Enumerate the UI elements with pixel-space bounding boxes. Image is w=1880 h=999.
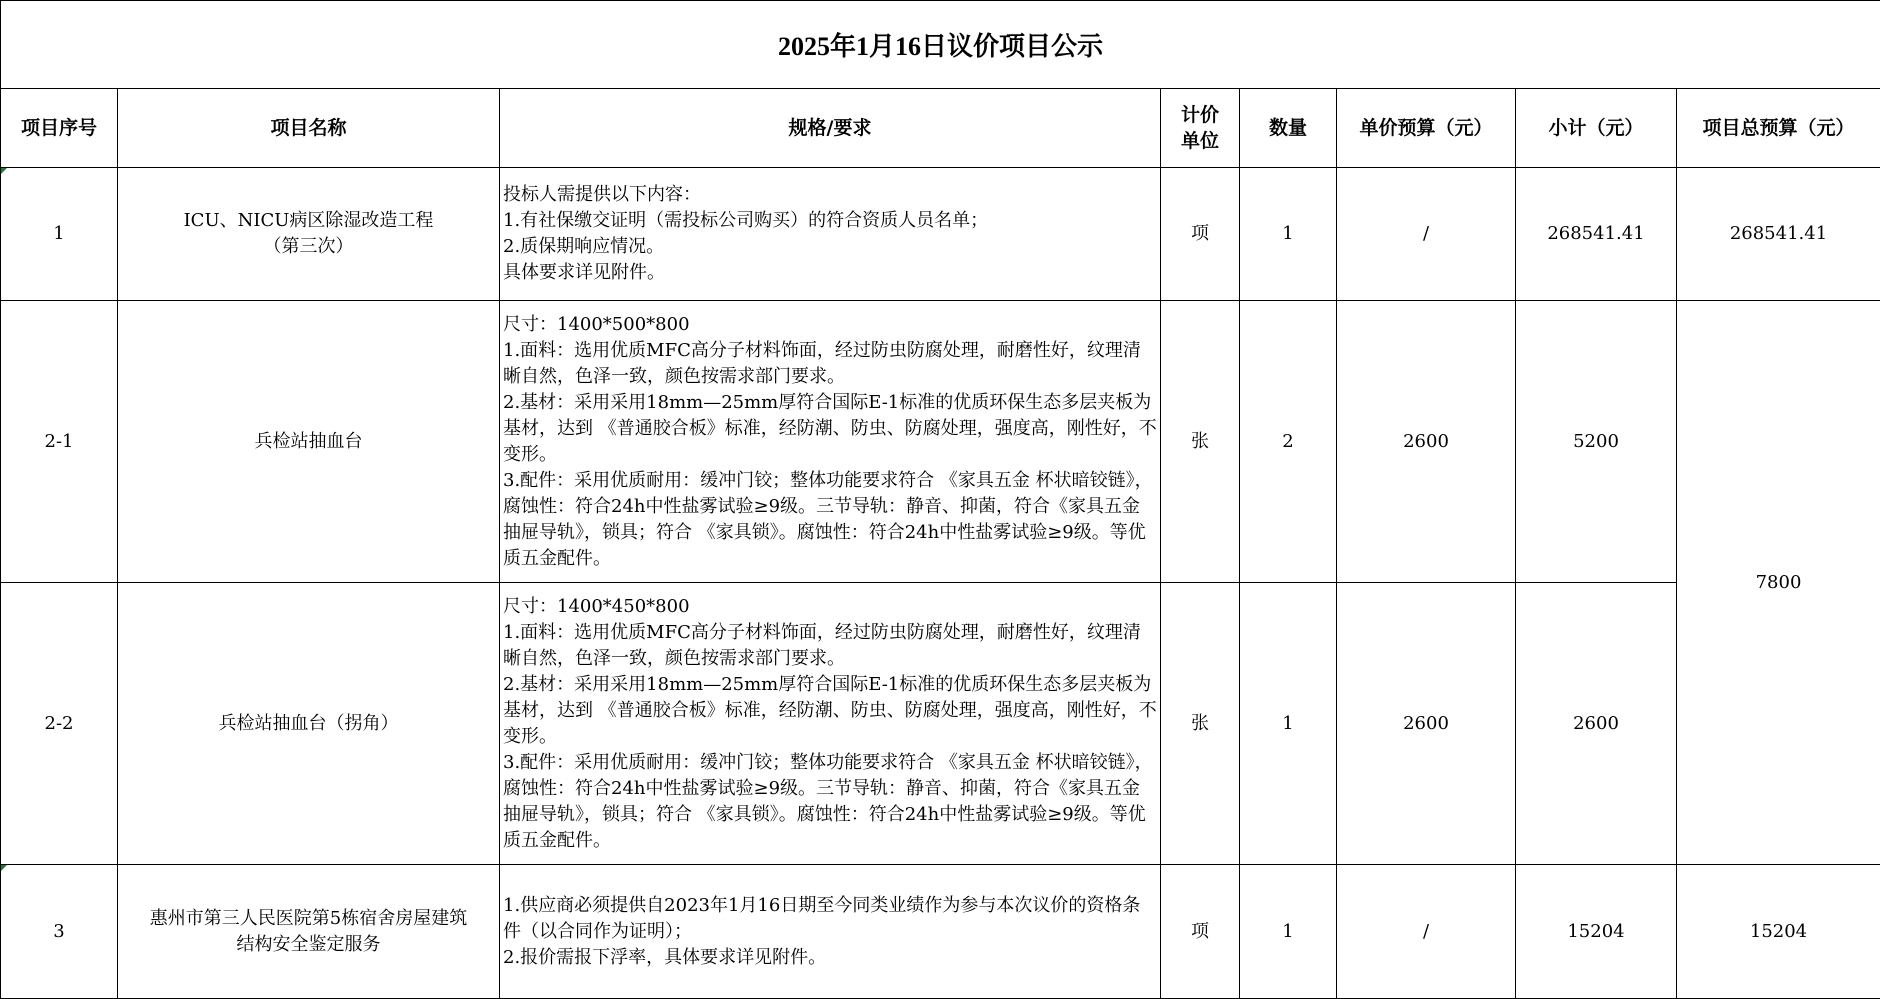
row-name-line: 惠州市第三人民医院第5栋宿舍房屋建筑 xyxy=(121,906,496,932)
spec-line: 尺寸：1400*500*800 xyxy=(503,312,1157,338)
header-spec: 规格/要求 xyxy=(500,89,1161,168)
row-unit-price: 2600 xyxy=(1337,583,1516,865)
row-subtotal: 268541.41 xyxy=(1516,168,1677,301)
spec-line: 1.有社保缴交证明（需投标公司购买）的符合资质人员名单； xyxy=(503,208,1157,234)
row-qty: 2 xyxy=(1240,301,1337,583)
spec-line: 1.面料：选用优质MFC高分子材料饰面，经过防虫防腐处理，耐磨性好，纹理清晰自然，色泽一致，颜色按需求部门要求。 xyxy=(503,338,1157,390)
header-name: 项目名称 xyxy=(118,89,500,168)
header-unit-line1: 计价 xyxy=(1164,102,1236,128)
header-unit-price: 单价预算（元） xyxy=(1337,89,1516,168)
row-name: 兵检站抽血台（拐角） xyxy=(118,583,500,865)
row-name xyxy=(118,865,500,999)
row-total: 268541.41 xyxy=(1677,168,1880,301)
spec-line: 3.配件：采用优质耐用：缓冲门铰；整体功能要求符合 《家具五金 杯状暗铰链》，腐蚀性：符合24h中性盐雾试验≥9级。三节导轨：静音、抑菌，符合《家具五金抽屉导轨》，锁具；符合 《家具锁》。腐蚀性：符合24h中性盐雾试验≥9级。等优质五金配件。 xyxy=(503,468,1157,572)
row-seq: 1 xyxy=(1,168,118,301)
spec-line: 2.基材：采用采用18mm—25mm厚符合国际E-1标准的优质环保生态多层夹板为基材，达到 《普通胶合板》标准，经防潮、防虫、防腐处理，强度高，刚性好，不变形。 xyxy=(503,672,1157,750)
spec-line: 3.配件：采用优质耐用：缓冲门铰；整体功能要求符合 《家具五金 杯状暗铰链》，腐蚀性：符合24h中性盐雾试验≥9级。三节导轨：静音、抑菌，符合《家具五金抽屉导轨》，锁具；符合 《家具锁》。腐蚀性：符合24h中性盐雾试验≥9级。等优质五金配件。 xyxy=(503,750,1157,854)
row-total: 15204 xyxy=(1677,865,1880,999)
page-title: 2025年1月16日议价项目公示 xyxy=(1,1,1880,89)
row-subtotal: 15204 xyxy=(1516,865,1677,999)
row-seq: 2-2 xyxy=(1,583,118,865)
row-qty: 1 xyxy=(1240,168,1337,301)
row-unit: 项 xyxy=(1161,168,1240,301)
row-spec xyxy=(500,168,1161,301)
row-name-line: ICU、NICU病区除湿改造工程 xyxy=(121,208,496,234)
spec-line: 1.供应商必须提供自2023年1月16日期至今同类业绩作为参与本次议价的资格条件（以合同作为证明）； xyxy=(503,893,1157,945)
table-row xyxy=(1,301,1880,583)
row-unit: 张 xyxy=(1161,583,1240,865)
row-name-line: 结构安全鉴定服务 xyxy=(121,932,496,958)
header-subtotal: 小计（元） xyxy=(1516,89,1677,168)
spec-line: 2.报价需报下浮率，具体要求详见附件。 xyxy=(503,945,1157,971)
row-qty: 1 xyxy=(1240,583,1337,865)
row-name xyxy=(118,168,500,301)
row-name-line: （第三次） xyxy=(121,234,496,260)
header-seq: 项目序号 xyxy=(1,89,118,168)
row-qty: 1 xyxy=(1240,865,1337,999)
row-unit: 张 xyxy=(1161,301,1240,583)
table-row xyxy=(1,168,1880,301)
row-unit-price: / xyxy=(1337,168,1516,301)
table-row xyxy=(1,583,1880,865)
spec-line: 投标人需提供以下内容： xyxy=(503,182,1157,208)
row-unit-price: 2600 xyxy=(1337,301,1516,583)
header-total: 项目总预算（元） xyxy=(1677,89,1880,168)
header-unit xyxy=(1161,89,1240,168)
row-spec xyxy=(500,865,1161,999)
row-subtotal: 5200 xyxy=(1516,301,1677,583)
spec-line: 2.质保期响应情况。 xyxy=(503,234,1157,260)
row-unit-price: / xyxy=(1337,865,1516,999)
row-total-merged: 7800 xyxy=(1677,301,1880,865)
row-spec xyxy=(500,301,1161,583)
spec-line: 尺寸：1400*450*800 xyxy=(503,594,1157,620)
row-subtotal: 2600 xyxy=(1516,583,1677,865)
spec-line: 2.基材：采用采用18mm—25mm厚符合国际E-1标准的优质环保生态多层夹板为基材，达到 《普通胶合板》标准，经防潮、防虫、防腐处理，强度高，刚性好，不变形。 xyxy=(503,390,1157,468)
row-seq: 2-1 xyxy=(1,301,118,583)
row-unit: 项 xyxy=(1161,865,1240,999)
table-row xyxy=(1,865,1880,999)
header-row xyxy=(1,89,1880,168)
row-name: 兵检站抽血台 xyxy=(118,301,500,583)
spec-line: 具体要求详见附件。 xyxy=(503,260,1157,286)
spec-line: 1.面料：选用优质MFC高分子材料饰面，经过防虫防腐处理，耐磨性好，纹理清晰自然，色泽一致，颜色按需求部门要求。 xyxy=(503,620,1157,672)
header-unit-line2: 单位 xyxy=(1164,128,1236,154)
row-seq: 3 xyxy=(1,865,118,999)
header-qty: 数量 xyxy=(1240,89,1337,168)
row-spec xyxy=(500,583,1161,865)
